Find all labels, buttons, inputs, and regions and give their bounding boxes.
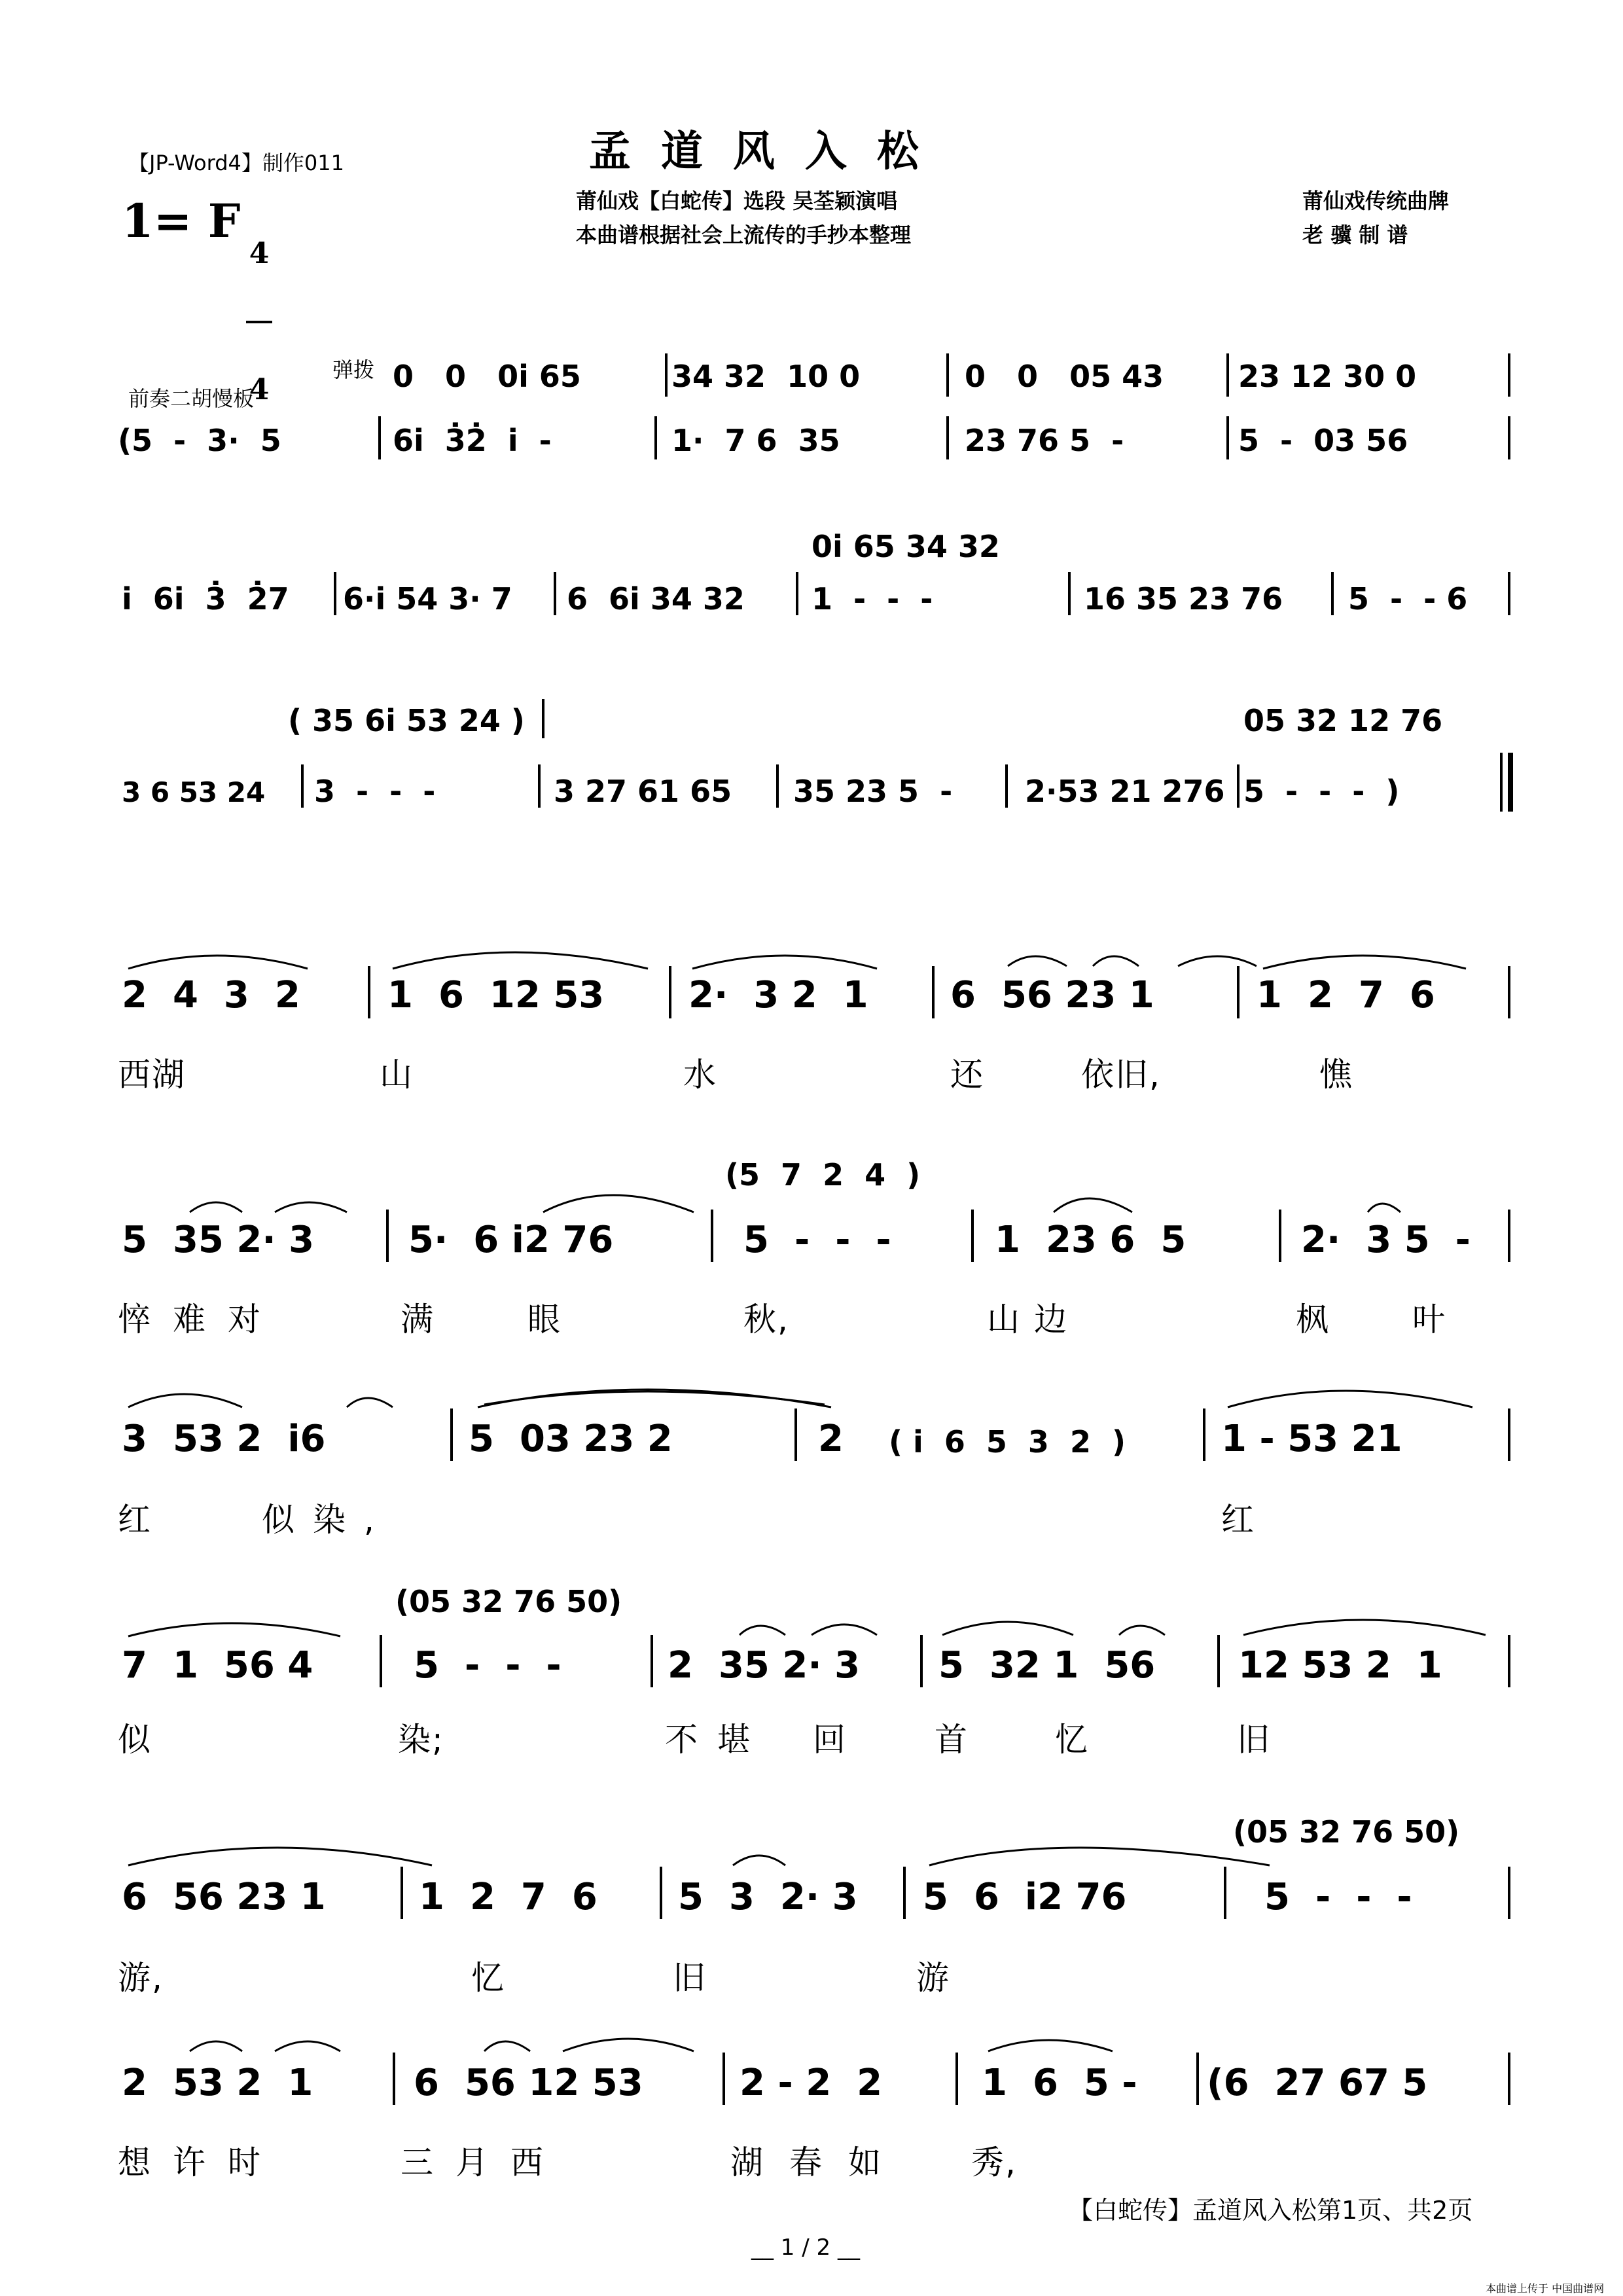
- page-caption: 【白蛇传】孟道风入松第1页、共2页: [1068, 2196, 1473, 2225]
- slur: [733, 1856, 785, 1865]
- subtitle-line-1: 莆仙戏【白蛇传】选段 吴荃颖演唱: [576, 188, 898, 213]
- row3-m1: 3 6 53 24: [122, 776, 266, 808]
- lyric: 还: [950, 1056, 984, 1094]
- row1-lower-m5: 5 - 03 56: [1238, 423, 1408, 458]
- row6-interlude: ( i 6 5 3 2 ): [889, 1424, 1126, 1460]
- slur: [190, 2041, 242, 2051]
- row3-m3: 3 27 61 65: [554, 774, 732, 809]
- row1-lower-m2: 6i 3̇2̇ i -: [393, 423, 552, 458]
- row5-m5: 2· 3 5 -: [1301, 1219, 1471, 1261]
- row4-m1: 2 4 3 2: [122, 974, 300, 1016]
- slur: [484, 2041, 530, 2051]
- page-number: __ 1 / 2 __: [751, 2234, 860, 2261]
- row9-m4: 1 6 5 -: [982, 2062, 1137, 2104]
- source-label: 莆仙戏传统曲牌: [1302, 188, 1450, 213]
- slur: [1263, 956, 1466, 969]
- slur: [988, 2040, 1113, 2051]
- lyric: 似染,: [262, 1501, 393, 1539]
- slur: [275, 1202, 347, 1212]
- row2-m2: 6·i 54 3· 7: [343, 581, 512, 617]
- lyric: 水: [683, 1056, 717, 1094]
- slur: [1093, 956, 1139, 966]
- row8-upper: (05 32 76 50): [1233, 1814, 1460, 1850]
- lyric: 湖春如: [730, 2144, 907, 2181]
- row1-upper-m1: 0 0 0i 65: [393, 359, 581, 394]
- row8-m3: 5 3 2· 3: [678, 1876, 858, 1918]
- row1-lower-m1: (5 - 3· 5: [118, 423, 281, 458]
- slur: [393, 952, 648, 969]
- lyric: 秋,: [743, 1300, 789, 1338]
- row3-m4: 35 23 5 -: [793, 774, 953, 809]
- lyric: 忆: [1055, 1721, 1089, 1759]
- slur: [929, 1848, 1270, 1865]
- watermark: 本曲谱上传于 中国曲谱网: [1486, 2282, 1605, 2295]
- row7-upper: (05 32 76 50): [395, 1584, 622, 1619]
- lyric: 旧: [673, 1959, 707, 1997]
- slur: [128, 1848, 432, 1865]
- slur: [275, 2041, 340, 2051]
- row7-m3: 2 35 2· 3: [668, 1644, 861, 1687]
- lyric: 红: [118, 1501, 152, 1539]
- row1-upper-m3: 0 0 05 43: [965, 359, 1164, 394]
- lyric: 山: [380, 1056, 414, 1094]
- row8-m1: 6 56 23 1: [122, 1876, 326, 1918]
- lyric: 旧: [1237, 1721, 1271, 1759]
- lyric: 悴难对: [118, 1300, 283, 1338]
- row2-m1: i 6i 3̇ 2̇7: [122, 581, 289, 617]
- row1-upper-m2: 34 32 10 0: [671, 359, 861, 394]
- lyric: 依旧,: [1081, 1056, 1161, 1094]
- row7-m2: 5 - - -: [414, 1644, 562, 1687]
- row4-m4: 6 56 23 1: [950, 974, 1154, 1016]
- time-signature-top: 4: [249, 237, 270, 270]
- lyric: 红: [1221, 1501, 1255, 1539]
- row7-m1: 7 1 56 4: [122, 1644, 313, 1687]
- row7-m4: 5 32 1 56: [938, 1644, 1156, 1687]
- row9-m2: 6 56 12 53: [414, 2062, 643, 2104]
- lyric: 首: [935, 1721, 969, 1759]
- slur: [1008, 956, 1067, 966]
- time-signature-bottom: 4: [249, 373, 270, 406]
- lyric: 憔: [1319, 1056, 1353, 1094]
- lyric: 似: [118, 1721, 152, 1759]
- lyric: 想许时: [118, 2144, 283, 2181]
- slur: [190, 1202, 242, 1212]
- lyric: 枫: [1296, 1300, 1330, 1338]
- row4-m3: 2· 3 2 1: [688, 974, 868, 1016]
- row8-m4: 5 6 i2 76: [923, 1876, 1127, 1918]
- row1-upper-m4: 23 12 30 0: [1238, 359, 1417, 394]
- lyric: 染;: [398, 1721, 444, 1759]
- row3-m6: 5 - - - ): [1243, 774, 1400, 809]
- lyric: 叶: [1412, 1300, 1446, 1338]
- row3-upper-right: 05 32 12 76: [1243, 703, 1443, 738]
- row8-m2: 1 2 7 6: [419, 1876, 597, 1918]
- lyric: 眼: [527, 1300, 562, 1338]
- row2-upper: 0i 65 34 32: [812, 529, 1000, 564]
- row6-m2: 5 03 23 2: [469, 1418, 673, 1460]
- row1-lower-m3: 1· 7 6 35: [671, 423, 840, 458]
- row5-upper: (5 7 2 4 ): [725, 1157, 921, 1193]
- lyric: 山边: [987, 1300, 1081, 1338]
- slur: [347, 1398, 393, 1407]
- slur: [1228, 1391, 1472, 1407]
- lyric: 三月西: [401, 2144, 565, 2181]
- slur: [128, 956, 308, 969]
- row2-m3: 6 6i 34 32: [567, 581, 745, 617]
- row9-m1: 2 53 2 1: [122, 2062, 313, 2104]
- row1-lower-m4: 23 76 5 -: [965, 423, 1124, 458]
- lyric: 游,: [118, 1959, 164, 1997]
- row3-m5: 2·53 21 276: [1025, 774, 1225, 809]
- lyric: 满: [401, 1300, 435, 1338]
- slur: [740, 1626, 785, 1635]
- row9-m5: (6 27 67 5: [1207, 2062, 1428, 2104]
- row5-m3: 5 - - -: [743, 1219, 891, 1261]
- row6-m3: 2: [818, 1418, 844, 1460]
- arranger-label: 老 骥 制 谱: [1302, 223, 1408, 247]
- row7-m5: 12 53 2 1: [1238, 1644, 1442, 1687]
- slur: [942, 1622, 1073, 1635]
- key-signature: 1= F: [122, 194, 241, 248]
- label-intro: 前奏二胡慢板: [128, 386, 255, 411]
- row4-m2: 1 6 12 53: [387, 974, 605, 1016]
- subtitle-line-2: 本曲谱根据社会上流传的手抄本整理: [576, 223, 912, 247]
- row3-m2: 3 - - -: [314, 774, 436, 809]
- slur: [692, 956, 877, 969]
- page-title: 孟道风入松: [589, 127, 949, 176]
- row2-m5: 16 35 23 76: [1084, 581, 1283, 617]
- slur: [812, 1624, 877, 1635]
- slur: [128, 1394, 242, 1407]
- slur: [1243, 1620, 1486, 1635]
- slur: [563, 2039, 694, 2051]
- label-pluck: 弹拨: [332, 357, 375, 382]
- row6-m5: 1 - 53 21: [1221, 1418, 1402, 1460]
- row9-m3: 2 - 2 2: [740, 2062, 883, 2104]
- lyric: 忆: [471, 1959, 505, 1997]
- lyric: 游: [916, 1959, 950, 1997]
- row5-m2: 5· 6 i2 76: [408, 1219, 614, 1261]
- row4-m5: 1 2 7 6: [1257, 974, 1435, 1016]
- row2-m6: 5 - - 6: [1348, 581, 1468, 617]
- row6-m1: 3 53 2 i6: [122, 1418, 326, 1460]
- lyric: 西湖: [118, 1056, 186, 1094]
- slur: [128, 1623, 340, 1636]
- slur: [543, 1195, 694, 1212]
- slur: [484, 1391, 825, 1405]
- row5-m1: 5 35 2· 3: [122, 1219, 315, 1261]
- row3-upper-left: ( 35 6i 53 24 ): [288, 703, 525, 738]
- slur: [1368, 1204, 1400, 1212]
- row8-m5: 5 - - -: [1264, 1876, 1412, 1918]
- row2-m4: 1 - - -: [812, 581, 933, 617]
- lyric: 不堪: [665, 1721, 770, 1759]
- maker-tag: 【JP-Word4】制作011: [128, 151, 344, 175]
- slur: [1054, 1198, 1132, 1212]
- slur: [1178, 956, 1257, 966]
- lyric: 回: [813, 1721, 847, 1759]
- slur: [1119, 1626, 1165, 1635]
- lyric: 秀,: [971, 2144, 1017, 2181]
- row5-m4: 1 23 6 5: [995, 1219, 1186, 1261]
